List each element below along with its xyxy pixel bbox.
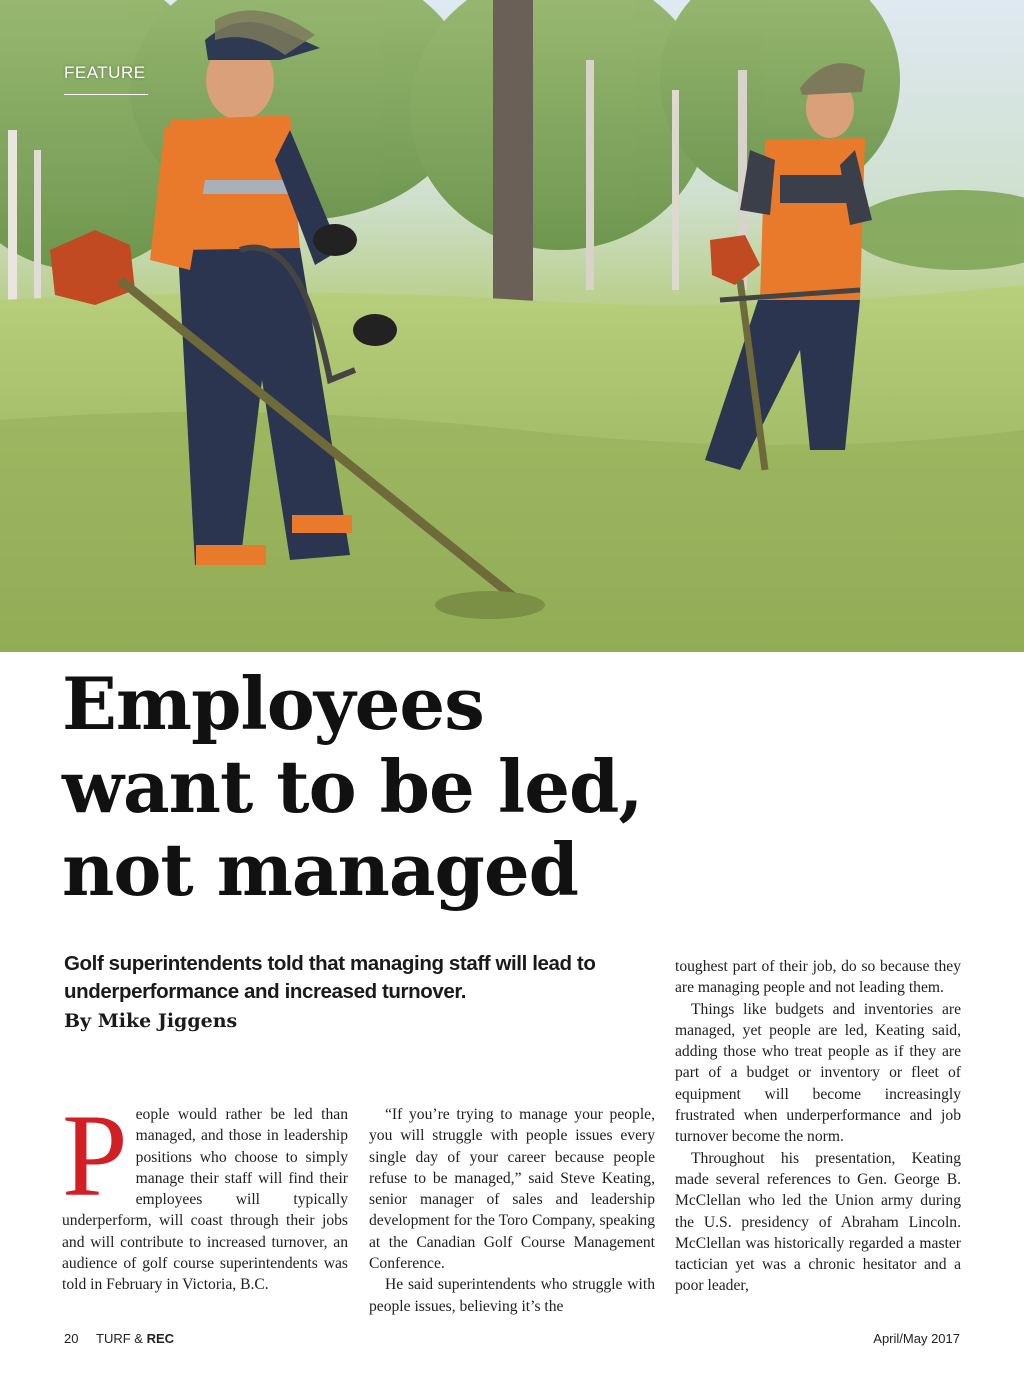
- paragraph: toughest part of their job, do so because they are managing people and not leading them.: [675, 958, 961, 997]
- hero-photo: [0, 0, 1024, 652]
- paragraph: “If you’re trying to manage your people, you will struggle with people issues every single day of your career because people refuse to be managed,” said Steve Keating, senior manager of sales and leadership development for the Toro Company, speaking at the Canadian Golf Course Management Conference.: [369, 1106, 655, 1273]
- paragraph: Throughout his presentation, Keating made several references to Gen. George B. McClellan who led the Union army during the U.S. presidency of Abraham Lincoln. McClellan was historically regarded a master tactician yet was a chronic hesitator and a poor leader,: [675, 1149, 961, 1295]
- headline-line-2: want to be led,: [62, 744, 643, 829]
- article-byline: By Mike Jiggens: [64, 1010, 238, 1032]
- publication-name: [96, 1331, 174, 1346]
- body-column-2: [369, 1104, 655, 1317]
- section-label: FEATURE: [64, 63, 146, 82]
- paragraph: He said superintendents who struggle with people issues, believing it’s the: [369, 1276, 655, 1315]
- paragraph: [62, 1090, 348, 1296]
- headline-line-3: not managed: [62, 827, 579, 912]
- body-column-3: [675, 956, 961, 1297]
- page-number: 20: [64, 1331, 79, 1346]
- publication-bold: REC: [146, 1331, 175, 1346]
- paragraph: Things like budgets and inventories are managed, yet people are led, Keating said, adding those who treat people as if they are part of a budget or inventory or fleet of equipment will become increasingly frustrated when underperformance and job turnover become the norm.: [675, 1000, 961, 1146]
- article-deck: Golf superintendents told that managing staff will lead to underperformance and increased turnover.: [64, 952, 596, 1003]
- publication-prefix: TURF &: [96, 1331, 143, 1346]
- headline-line-1: Employees: [62, 661, 484, 746]
- article-headline: [62, 662, 962, 911]
- body-column-1: [62, 1090, 348, 1296]
- drop-cap: P: [62, 1090, 128, 1221]
- hero-illustration: [0, 0, 1024, 652]
- section-label-rule: [64, 94, 148, 95]
- paragraph-text: eople would rather be led than managed, and those in leadership positions who choose to simply manage their staff will find their employees will typically underperform, will coast through their jobs and will contribute to increased turnover, an audience of golf course superintendents was told in February in Victoria, B.C.: [62, 1106, 348, 1294]
- issue-date: April/May 2017: [873, 1331, 960, 1346]
